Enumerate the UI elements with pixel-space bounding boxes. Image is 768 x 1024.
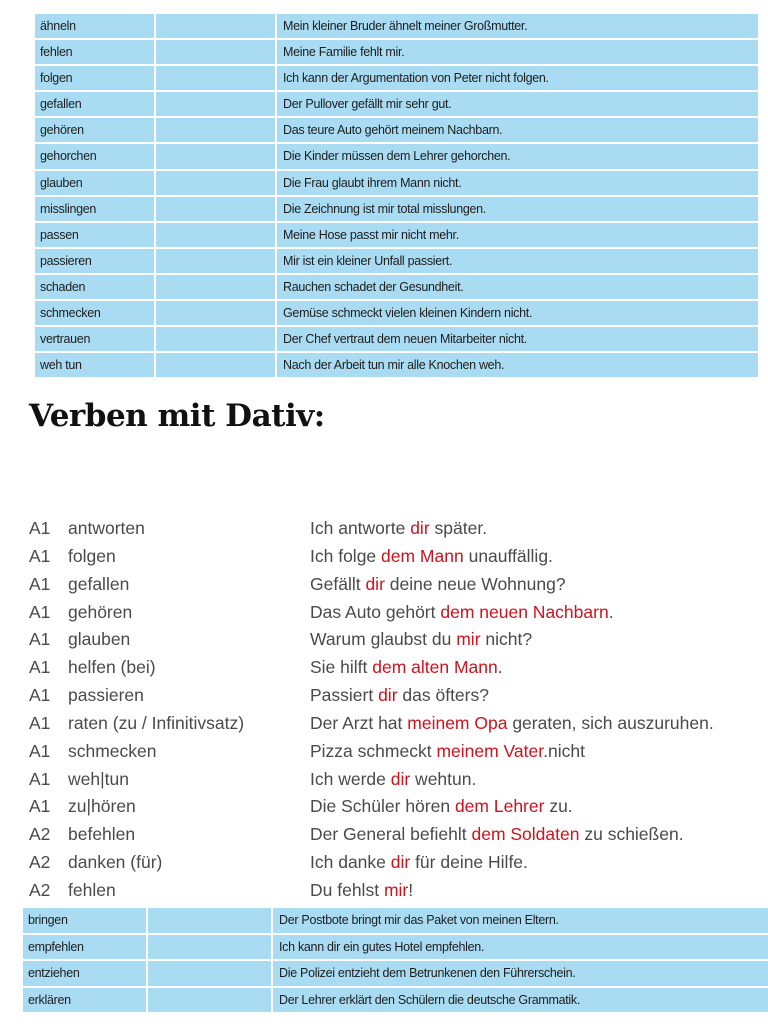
dative-object: dem Lehrer xyxy=(454,796,545,817)
example-cell: Der Pullover gefällt mir sehr gut. xyxy=(283,97,452,112)
example-cell: Die Polizei entzieht dem Betrunkenen den Führerschein. xyxy=(279,966,576,981)
sentence-text: Gefällt xyxy=(310,573,366,594)
dative-object: mir xyxy=(456,629,481,650)
dative-object: dem Soldaten xyxy=(471,824,580,845)
level-label: A2 xyxy=(29,824,51,845)
sentence-text: Das Auto gehört xyxy=(310,601,441,622)
list-item xyxy=(29,709,768,737)
list-item xyxy=(29,848,768,876)
table-row xyxy=(35,144,758,170)
example-cell: Meine Familie fehlt mir. xyxy=(283,45,405,60)
verb-label: helfen (bei) xyxy=(68,657,156,678)
example-cell: Die Frau glaubt ihrem Mann nicht. xyxy=(283,175,462,190)
empty-cell xyxy=(156,197,277,221)
dative-object: dem alten Mann xyxy=(372,657,498,678)
dative-object: dem Mann xyxy=(381,545,464,566)
example-cell: Der Lehrer erklärt den Schülern die deutsche Grammatik. xyxy=(279,992,581,1007)
bottom-verb-table xyxy=(23,908,768,1012)
table-row xyxy=(35,197,758,223)
verb-cell: passieren xyxy=(35,249,156,273)
verb-cell: bringen xyxy=(23,908,148,933)
verb-cell: empfehlen xyxy=(23,935,148,960)
empty-cell xyxy=(156,301,277,325)
table-row xyxy=(35,66,758,92)
example-sentence xyxy=(310,681,489,709)
dative-object: dir xyxy=(390,768,411,789)
level-label: A1 xyxy=(29,518,51,538)
table-row xyxy=(23,961,768,988)
list-item xyxy=(29,792,768,820)
sentence-text: Du fehlst xyxy=(310,879,384,900)
verb-label: antworten xyxy=(68,518,145,538)
example-sentence xyxy=(310,542,553,570)
sentence-text: ! xyxy=(408,879,414,900)
sentence-text: das öfters? xyxy=(397,685,489,706)
empty-cell xyxy=(156,249,277,273)
example-sentence xyxy=(310,653,503,681)
example-sentence xyxy=(310,737,585,765)
verb-label: zu|hören xyxy=(68,796,136,817)
verb-label: raten (zu / Infinitivsatz) xyxy=(68,712,245,733)
verb-label: weh|tun xyxy=(68,768,129,789)
sentence-text: nicht? xyxy=(480,629,533,650)
example-sentence xyxy=(310,598,614,626)
sentence-text: .nicht xyxy=(543,740,585,761)
example-cell: Die Zeichnung ist mir total misslungen. xyxy=(283,201,486,216)
table-row xyxy=(35,275,758,301)
table-row xyxy=(35,171,758,197)
sentence-text: Der General befiehlt xyxy=(310,824,472,845)
example-cell: Die Kinder müssen dem Lehrer gehorchen. xyxy=(283,149,511,164)
sentence-text: wehtun. xyxy=(410,768,477,789)
dative-object: dem neuen Nachbarn xyxy=(440,601,609,622)
level-label: A1 xyxy=(29,573,51,594)
verb-cell: gehören xyxy=(35,118,156,142)
list-item xyxy=(29,765,768,793)
list-item xyxy=(29,542,768,570)
sentence-text: Warum glaubst du xyxy=(310,629,457,650)
example-cell: Der Postbote bringt mir das Paket von meinen Eltern. xyxy=(279,913,559,927)
example-sentence xyxy=(310,848,528,876)
table-row xyxy=(23,988,768,1013)
level-label: A1 xyxy=(29,629,51,650)
dative-object: dir xyxy=(378,685,398,706)
verb-label: schmecken xyxy=(68,740,157,761)
sentence-text: deine neue Wohnung? xyxy=(384,573,566,594)
list-item xyxy=(29,570,768,598)
dative-verb-list xyxy=(29,514,768,904)
example-cell: Der Chef vertraut dem neuen Mitarbeiter nicht. xyxy=(283,332,527,347)
level-label: A1 xyxy=(29,768,51,789)
list-item xyxy=(29,876,768,904)
sentence-text: später. xyxy=(429,518,488,538)
verb-cell: misslingen xyxy=(35,197,156,221)
verb-label: glauben xyxy=(68,629,131,650)
level-label: A1 xyxy=(29,601,51,622)
list-item xyxy=(29,737,768,765)
verb-cell: glauben xyxy=(35,171,156,195)
level-label: A1 xyxy=(29,545,51,566)
table-row xyxy=(35,118,758,144)
empty-cell xyxy=(148,988,273,1013)
top-verb-table xyxy=(35,14,758,377)
table-row xyxy=(35,223,758,249)
example-cell: Gemüse schmeckt vielen kleinen Kindern nicht. xyxy=(283,306,533,321)
verb-cell: weh tun xyxy=(35,353,156,377)
table-row xyxy=(23,908,768,935)
dative-object: mir xyxy=(383,879,409,900)
sentence-text: Der Arzt hat xyxy=(310,712,408,733)
example-sentence xyxy=(310,765,476,793)
empty-cell xyxy=(148,935,273,960)
table-row xyxy=(35,40,758,66)
empty-cell xyxy=(156,275,277,299)
verb-label: gehören xyxy=(68,601,133,622)
list-item xyxy=(29,625,768,653)
example-sentence xyxy=(310,514,487,542)
dative-object: dir xyxy=(390,852,411,873)
list-item xyxy=(29,514,768,542)
example-cell: Das teure Auto gehört meinem Nachbarn. xyxy=(283,123,503,138)
table-row xyxy=(35,249,758,275)
example-cell: Mir ist ein kleiner Unfall passiert. xyxy=(283,253,453,268)
sentence-text: für deine Hilfe. xyxy=(410,852,528,873)
verb-cell: gefallen xyxy=(35,92,156,116)
empty-cell xyxy=(156,118,277,142)
example-cell: Ich kann der Argumentation von Peter nicht folgen. xyxy=(283,71,549,86)
example-cell: Mein kleiner Bruder ähnelt meiner Großmutter. xyxy=(283,19,528,33)
verb-cell: folgen xyxy=(35,66,156,90)
example-cell: Ich kann dir ein gutes Hotel empfehlen. xyxy=(279,939,485,954)
example-cell: Nach der Arbeit tun mir alle Knochen weh. xyxy=(283,358,505,373)
sentence-text: geraten, sich auszuruhen. xyxy=(507,712,714,733)
list-item xyxy=(29,653,768,681)
verb-cell: entziehen xyxy=(23,961,148,986)
table-row xyxy=(35,14,758,40)
example-sentence xyxy=(310,709,714,737)
verb-cell: fehlen xyxy=(35,40,156,64)
table-row xyxy=(23,935,768,962)
verb-cell: schmecken xyxy=(35,301,156,325)
empty-cell xyxy=(156,223,277,247)
sentence-text: Ich antworte xyxy=(310,518,411,538)
verb-cell: gehorchen xyxy=(35,144,156,168)
level-label: A2 xyxy=(29,852,51,873)
example-sentence xyxy=(310,792,573,820)
verb-label: folgen xyxy=(68,545,116,566)
level-label: A1 xyxy=(29,712,51,733)
dative-object: meinem Vater xyxy=(436,740,544,761)
verb-label: gefallen xyxy=(68,573,130,594)
sentence-text: unauffällig. xyxy=(463,545,553,566)
sentence-text: Ich danke xyxy=(310,852,391,873)
example-sentence xyxy=(310,876,413,904)
verb-label: passieren xyxy=(68,685,144,706)
example-sentence xyxy=(310,570,566,598)
verb-cell: ähneln xyxy=(35,14,156,38)
empty-cell xyxy=(156,327,277,351)
dative-object: dir xyxy=(410,518,430,538)
verb-label: fehlen xyxy=(68,879,116,900)
example-cell: Meine Hose passt mir nicht mehr. xyxy=(283,227,459,242)
sentence-text: Pizza schmeckt xyxy=(310,740,437,761)
list-item xyxy=(29,820,768,848)
example-sentence xyxy=(310,625,532,653)
empty-cell xyxy=(156,144,277,168)
sentence-text: zu. xyxy=(544,796,573,817)
empty-cell xyxy=(156,92,277,116)
list-item xyxy=(29,681,768,709)
page-heading: Verben mit Dativ: xyxy=(29,398,325,434)
sentence-text: Passiert xyxy=(310,685,379,706)
empty-cell xyxy=(148,908,273,933)
sentence-text: Ich folge xyxy=(310,545,382,566)
verb-cell: erklären xyxy=(23,988,148,1013)
sentence-text: zu schießen. xyxy=(579,824,684,845)
example-cell: Rauchen schadet der Gesundheit. xyxy=(283,279,464,294)
verb-label: danken (für) xyxy=(68,852,163,873)
list-item xyxy=(29,598,768,626)
table-row xyxy=(35,327,758,353)
level-label: A1 xyxy=(29,657,51,678)
empty-cell xyxy=(156,66,277,90)
level-label: A1 xyxy=(29,685,51,706)
verb-cell: schaden xyxy=(35,275,156,299)
table-row xyxy=(35,353,758,377)
dative-object: dir xyxy=(365,573,385,594)
sentence-text: Ich werde xyxy=(310,768,391,789)
verb-cell: vertrauen xyxy=(35,327,156,351)
dative-object: meinem Opa xyxy=(407,712,508,733)
level-label: A2 xyxy=(29,879,51,900)
sentence-text: Sie hilft xyxy=(310,657,373,678)
verb-label: befehlen xyxy=(68,824,136,845)
sentence-text: . xyxy=(497,657,503,678)
table-row xyxy=(35,92,758,118)
sentence-text: Die Schüler hören xyxy=(310,796,455,817)
table-row xyxy=(35,301,758,327)
empty-cell xyxy=(156,171,277,195)
level-label: A1 xyxy=(29,740,51,761)
sentence-text: . xyxy=(608,601,614,622)
verb-cell: passen xyxy=(35,223,156,247)
empty-cell xyxy=(156,353,277,377)
example-sentence xyxy=(310,820,684,848)
empty-cell xyxy=(156,14,277,38)
empty-cell xyxy=(148,961,273,986)
empty-cell xyxy=(156,40,277,64)
level-label: A1 xyxy=(29,796,51,817)
